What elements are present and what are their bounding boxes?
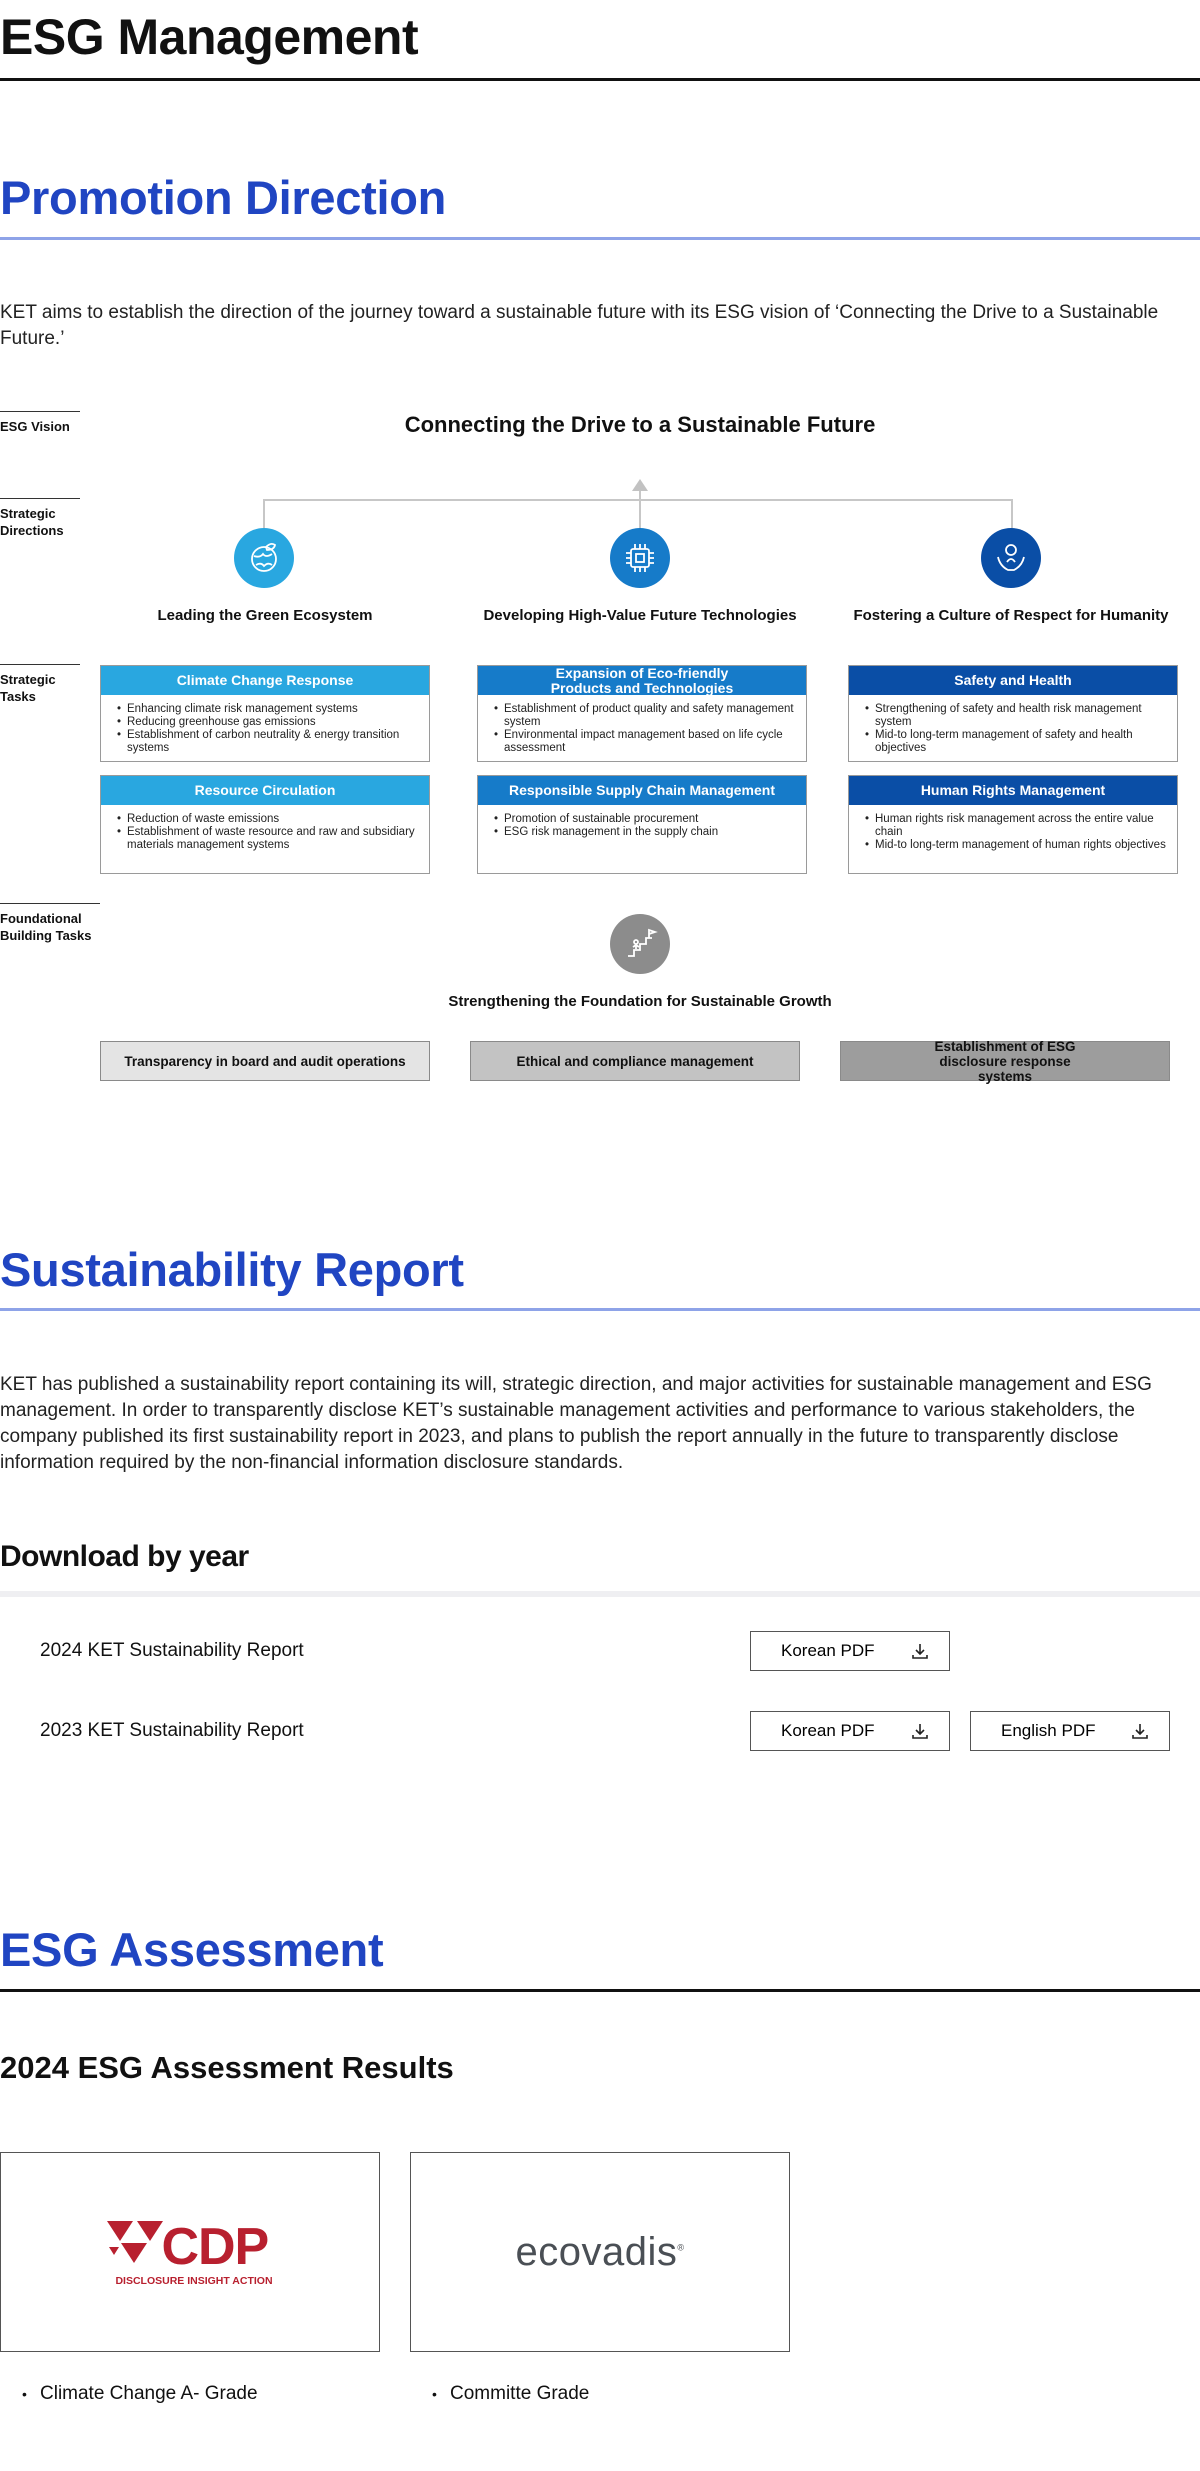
cdp-logo xyxy=(107,2217,272,2287)
foundation-task: Transparency in board and audit operations xyxy=(100,1041,430,1081)
task-title: Safety and Health xyxy=(849,666,1177,695)
cdp-mark-icon xyxy=(107,2221,165,2273)
label-strategic-tasks: Strategic Tasks xyxy=(0,664,80,705)
task-list xyxy=(478,805,806,845)
download-title: Download by year xyxy=(0,1540,249,1573)
section-divider xyxy=(0,1308,1200,1311)
connector-line xyxy=(263,499,1012,501)
section-title-promotion: Promotion Direction xyxy=(0,171,447,224)
section-divider xyxy=(0,237,1200,240)
foundation-label: Strengthening the Foundation for Sustainable Growth xyxy=(448,993,832,1010)
cdp-tagline: DISCLOSURE INSIGHT ACTION xyxy=(115,2275,273,2287)
task-title: Expansion of Eco-friendly Products and Technologies xyxy=(478,666,806,695)
list-item: • Reduction of waste emissions xyxy=(117,813,419,826)
task-card xyxy=(848,665,1178,762)
download-korean-pdf-2024-button[interactable] xyxy=(750,1631,950,1671)
connector-line xyxy=(639,486,641,529)
report-row-label: 2023 KET Sustainability Report xyxy=(40,1720,304,1741)
assessment-result: • Climate Change A- Grade xyxy=(40,2383,258,2405)
list-item: • Enhancing climate risk management systems xyxy=(117,703,419,716)
task-list xyxy=(478,695,806,761)
button-label: English PDF xyxy=(1001,1721,1096,1740)
hands-person-icon xyxy=(981,528,1041,588)
ecovadis-wordmark-part: eco xyxy=(515,2229,582,2274)
download-english-pdf-2023-button[interactable] xyxy=(970,1711,1170,1751)
task-card xyxy=(848,775,1178,874)
assessment-subtitle: 2024 ESG Assessment Results xyxy=(0,2050,454,2085)
page-title: ESG Management xyxy=(0,9,419,65)
connector-line xyxy=(1011,499,1013,529)
connector-line xyxy=(263,499,265,529)
list-item: • Promotion of sustainable procurement xyxy=(494,813,796,826)
cdp-wordmark: CDP xyxy=(161,2218,269,2276)
download-divider xyxy=(0,1591,1200,1597)
task-title: Human Rights Management xyxy=(849,776,1177,805)
task-card xyxy=(100,775,430,874)
cdp-logo-card xyxy=(0,2152,380,2352)
section-divider xyxy=(0,1989,1200,1992)
globe-leaf-icon xyxy=(234,528,294,588)
download-icon xyxy=(1131,1722,1149,1740)
assessment-result: • Committe Grade xyxy=(450,2383,589,2405)
label-strategic-directions: Strategic Directions xyxy=(0,498,80,539)
list-item: • Strengthening of safety and health risk management system xyxy=(865,703,1167,729)
download-korean-pdf-2023-button[interactable] xyxy=(750,1711,950,1751)
task-list xyxy=(849,805,1177,858)
stairs-flag-icon xyxy=(610,914,670,974)
list-item: • Reducing greenhouse gas emissions xyxy=(117,716,419,729)
button-label: Korean PDF xyxy=(781,1641,875,1660)
direction-label-humanity: Fostering a Culture of Respect for Humanity xyxy=(853,607,1169,624)
task-list xyxy=(849,695,1177,761)
button-label: Korean PDF xyxy=(781,1721,875,1740)
download-icon xyxy=(911,1642,929,1660)
download-icon xyxy=(911,1722,929,1740)
list-item: • ESG risk management in the supply chain xyxy=(494,826,796,839)
task-title: Responsible Supply Chain Management xyxy=(478,776,806,805)
task-title: Climate Change Response xyxy=(101,666,429,695)
list-item: • Establishment of waste resource and raw and subsidiary materials management systems xyxy=(117,826,419,852)
task-list xyxy=(101,695,429,761)
label-foundational-tasks: Foundational Building Tasks xyxy=(0,903,100,944)
list-item: • Mid-to long-term management of human rights objectives xyxy=(865,839,1167,852)
task-card xyxy=(100,665,430,762)
list-item: • Environmental impact management based on life cycle assessment xyxy=(494,729,796,755)
report-intro: KET has published a sustainability report containing its will, strategic direction, and major activities for sustainable management and ESG management. In order to transparently disclose KET’s sustainable management activities and performance to various stakeholders, the company published its first sustainability report in 2023, and plans to publish the report annually in the future to transparently disclose information required by the non-financial information disclosure standards. xyxy=(0,1374,1152,1473)
ecovadis-logo-card xyxy=(410,2152,790,2352)
ecovadis-wordmark-part: vadis xyxy=(581,2229,678,2274)
arrow-up-icon xyxy=(632,479,648,491)
task-card xyxy=(477,775,807,874)
direction-label-technologies: Developing High-Value Future Technologies xyxy=(483,607,797,624)
task-card xyxy=(477,665,807,762)
task-title: Resource Circulation xyxy=(101,776,429,805)
esg-vision-statement: Connecting the Drive to a Sustainable Future xyxy=(404,412,876,437)
title-divider xyxy=(0,78,1200,81)
foundation-task: Establishment of ESG disclosure response systems xyxy=(840,1041,1170,1081)
ecovadis-logo: ecovadis® xyxy=(515,2229,685,2274)
chip-icon xyxy=(610,528,670,588)
list-item: • Mid-to long-term management of safety and health objectives xyxy=(865,729,1167,755)
promotion-intro: KET aims to establish the direction of the journey toward a sustainable future with its ESG vision of ‘Connecting the Drive to a Sustainable Future.’ xyxy=(0,302,1159,349)
label-esg-vision: ESG Vision xyxy=(0,411,80,435)
report-row-label: 2024 KET Sustainability Report xyxy=(40,1640,304,1661)
direction-label-green: Leading the Green Ecosystem xyxy=(157,607,373,624)
foundation-task: Ethical and compliance management xyxy=(470,1041,800,1081)
section-title-report: Sustainability Report xyxy=(0,1243,464,1296)
list-item: • Establishment of carbon neutrality & energy transition systems xyxy=(117,729,419,755)
list-item: • Human rights risk management across the entire value chain xyxy=(865,813,1167,839)
list-item: • Establishment of product quality and safety management system xyxy=(494,703,796,729)
task-list xyxy=(101,805,429,858)
section-title-assessment: ESG Assessment xyxy=(0,1923,384,1976)
